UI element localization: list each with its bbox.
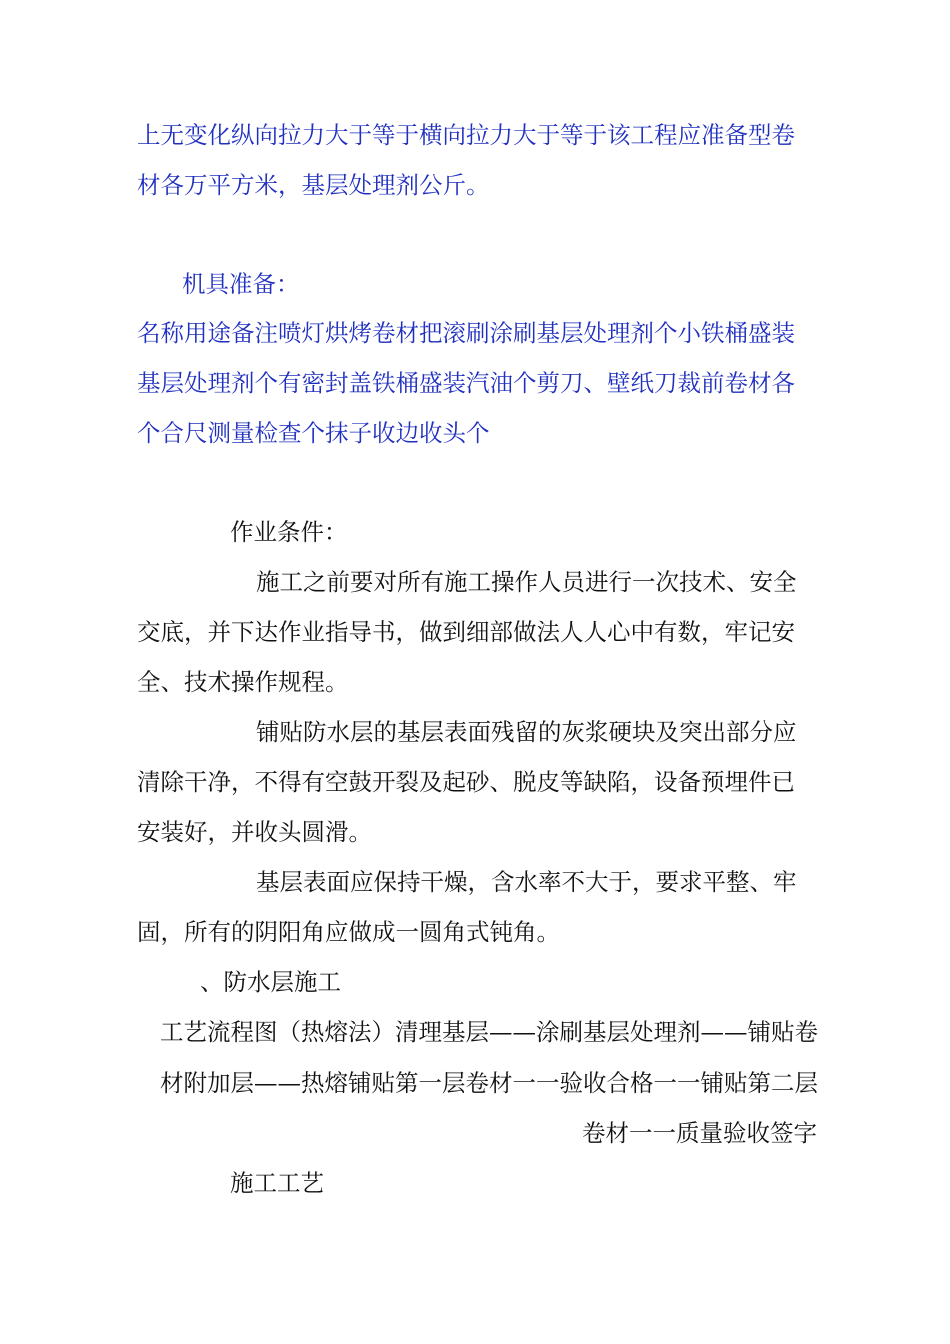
paragraph-line: 基层表面应保持干燥，含水率不大于，要求平整、牢: [256, 868, 797, 896]
section-heading-waterproof: 、防水层施工: [200, 968, 341, 996]
paragraph-line: 材各万平方米，基层处理剂公斤。: [137, 171, 490, 199]
paragraph-line: 施工之前要对所有施工操作人员进行一次技术、安全: [256, 568, 797, 596]
paragraph-line: 交底，并下达作业指导书，做到细部做法人人心中有数，牢记安: [137, 618, 795, 646]
paragraph-line: 清除干净，不得有空鼓开裂及起砂、脱皮等缺陷，设备预埋件已: [137, 768, 795, 796]
paragraph-line: 全、技术操作规程。: [137, 668, 349, 696]
section-heading-tools: 机具准备：: [182, 270, 300, 298]
paragraph-line: 上无变化纵向拉力大于等于横向拉力大于等于该工程应准备型卷: [137, 121, 795, 149]
flow-line: 卷材一一质量验收签字: [582, 1119, 817, 1147]
flow-line: 工艺流程图（热熔法）清理基层——涂刷基层处理剂——铺贴卷: [160, 1018, 818, 1046]
flow-line: 材附加层——热熔铺贴第一层卷材一一验收合格一一铺贴第二层: [160, 1069, 818, 1097]
section-heading-conditions: 作业条件：: [230, 518, 348, 546]
paragraph-line: 安装好，并收头圆滑。: [137, 818, 372, 846]
paragraph-line: 基层处理剂个有密封盖铁桶盛装汽油个剪刀、壁纸刀裁前卷材各: [137, 369, 795, 397]
paragraph-line: 铺贴防水层的基层表面残留的灰浆硬块及突出部分应: [256, 718, 797, 746]
paragraph-line: 固，所有的阴阳角应做成一圆角式钝角。: [137, 918, 560, 946]
paragraph-line: 个合尺测量检查个抹子收边收头个: [137, 419, 490, 447]
section-heading-process: 施工工艺: [230, 1169, 324, 1197]
paragraph-line: 名称用途备注喷灯烘烤卷材把滚刷涂刷基层处理剂个小铁桶盛装: [137, 319, 795, 347]
